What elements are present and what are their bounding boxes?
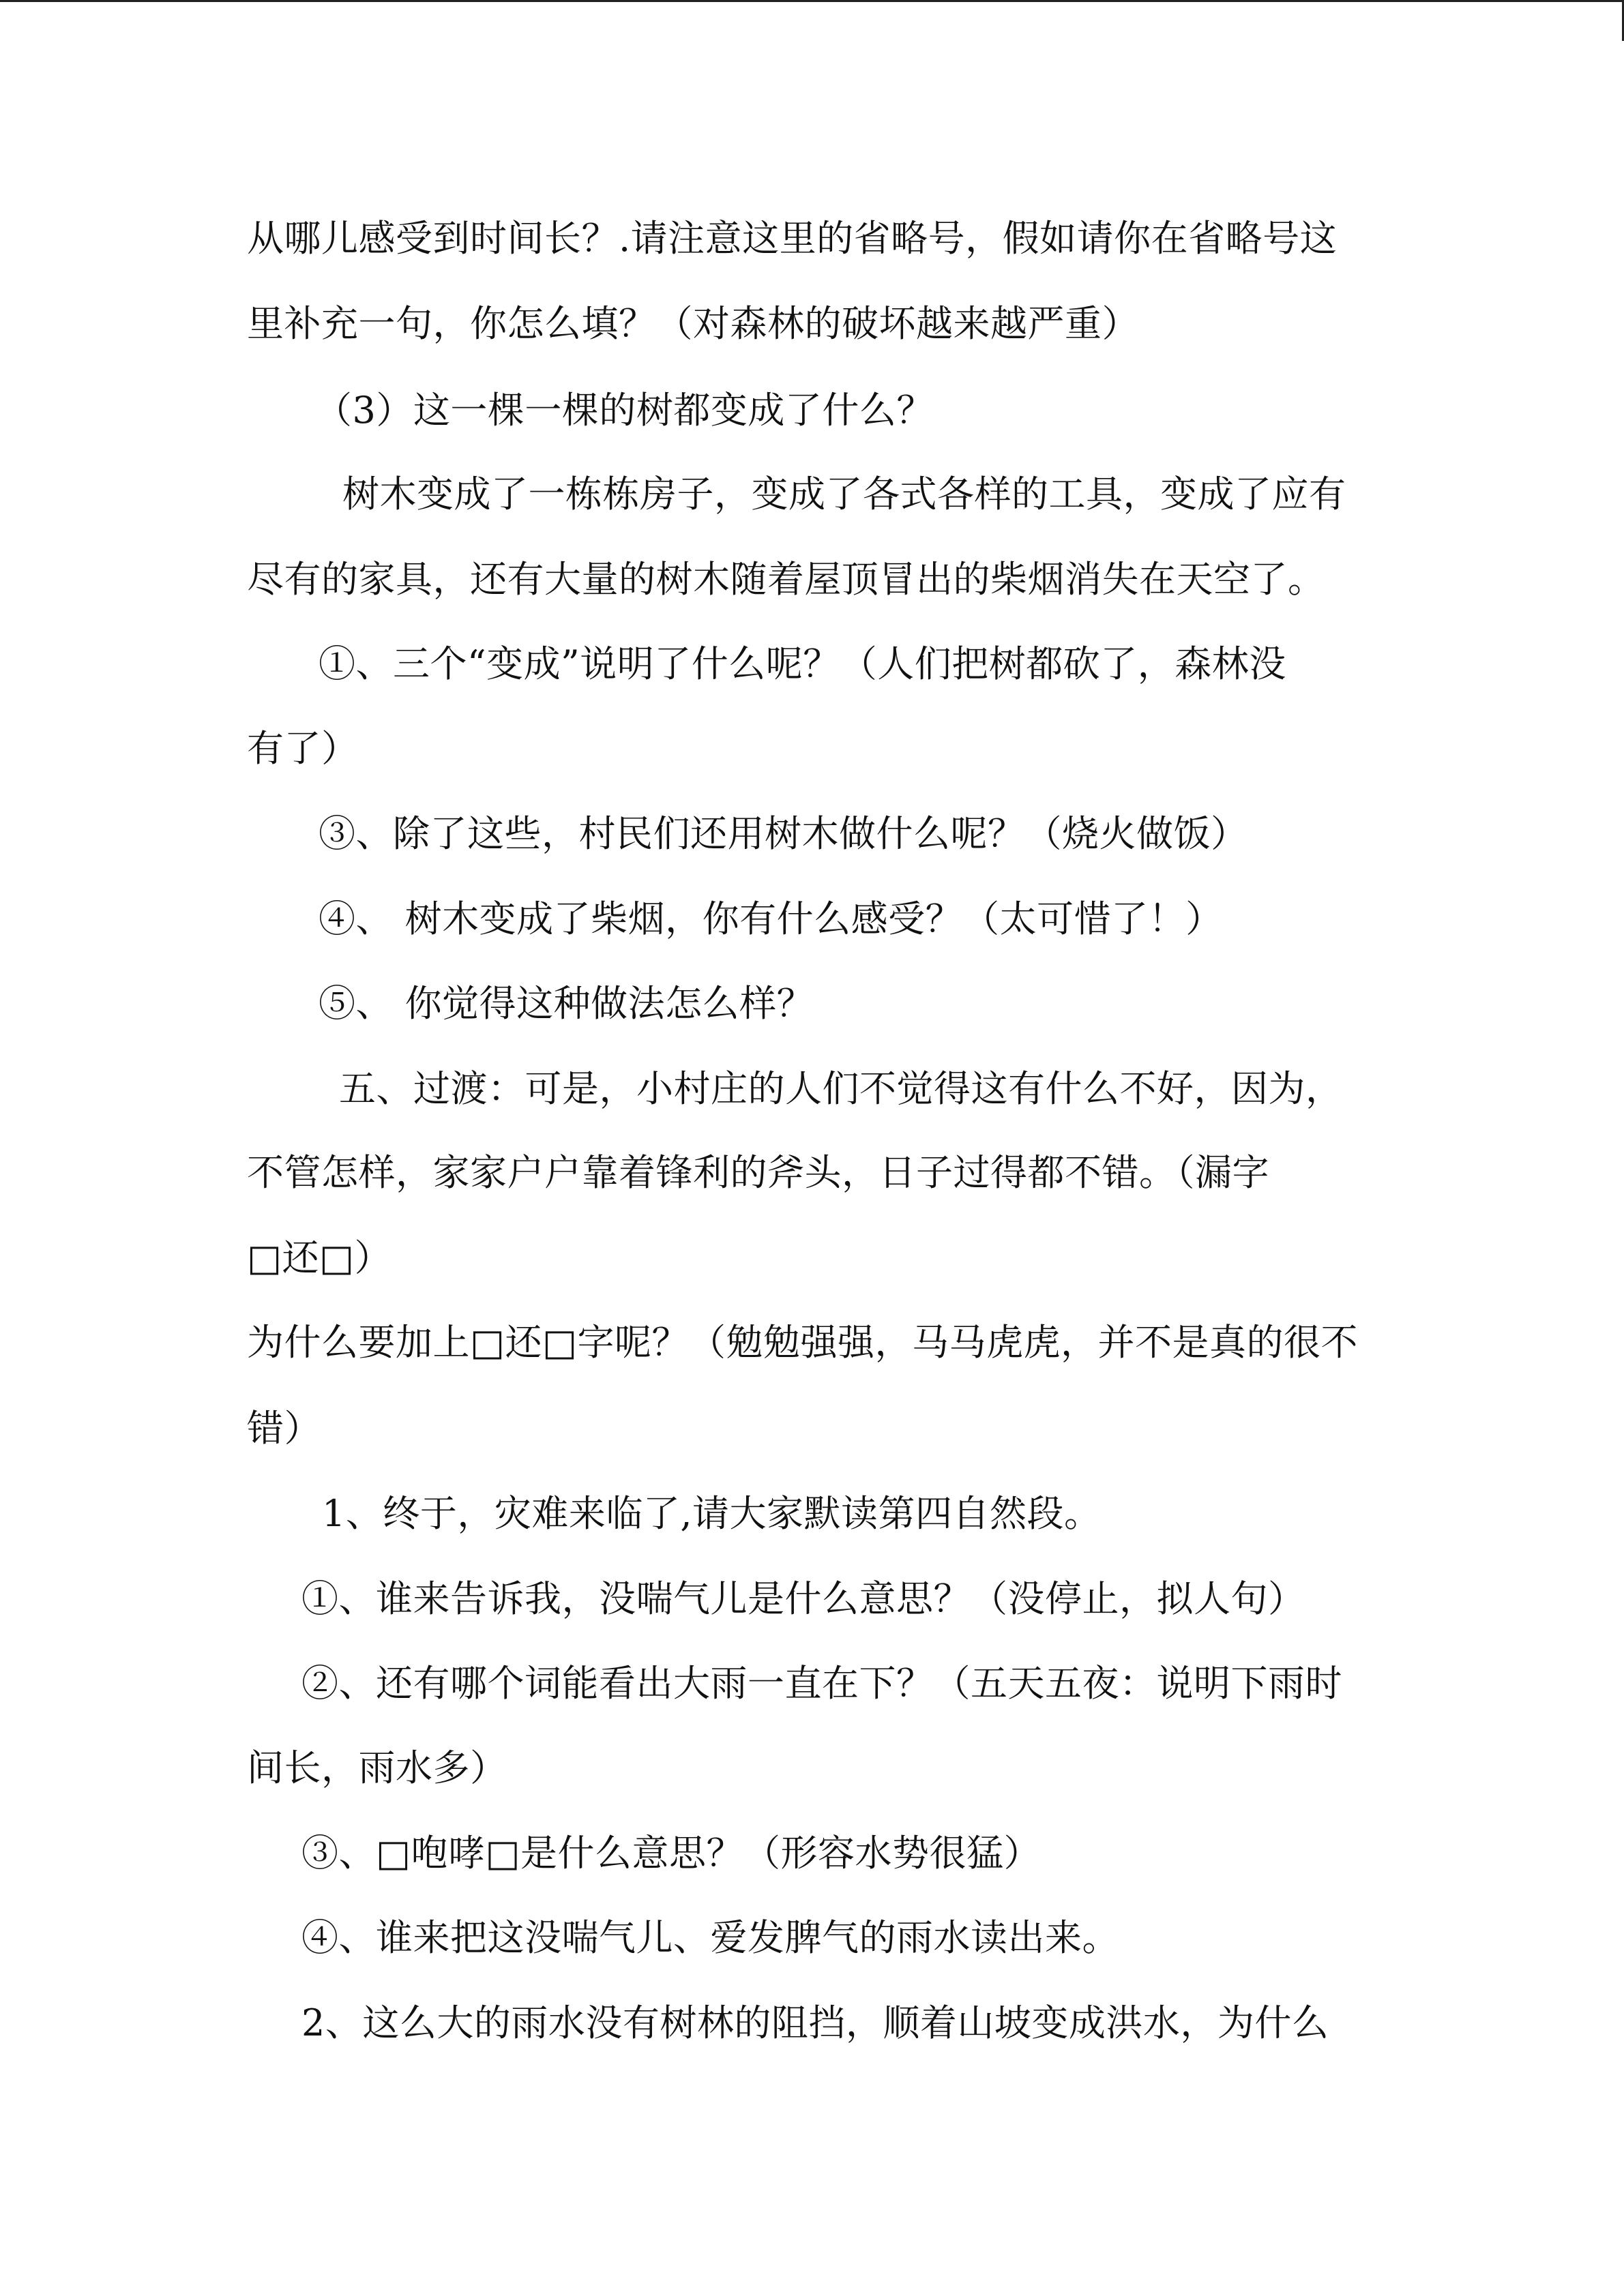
text-line: □还□） (247, 1236, 392, 1279)
text-line: ①、三个“变成”说明了什么呢？（人们把树都砍了，森林没 (319, 642, 1286, 685)
text-line: 2、这么大的雨水没有树林的阻挡，顺着山坡变成洪水，为什么 (301, 2001, 1329, 2044)
text-line: 为什么要加上□还□字呢？（勉勉强强，马马虎虎，并不是真的很不 (247, 1321, 1359, 1364)
text-line: ④、 树木变成了柴烟，你有什么感受？（太可惜了！） (319, 897, 1223, 940)
text-line: 间长，雨水多） (247, 1746, 507, 1789)
text-line: ③、除了这些，村民们还用树木做什么呢？（烧火做饭） (319, 812, 1248, 855)
text-line: ①、谁来告诉我，没喘气儿是什么意思？（没停止，拟人句） (301, 1577, 1305, 1620)
text-line: 尽有的家具，还有大量的树木随着屋顶冒出的柴烟消失在天空了。 (247, 558, 1325, 601)
text-line: 有了） (247, 727, 359, 770)
text-line: 错） (247, 1407, 321, 1450)
text-line: 五、过渡：可是，小村庄的人们不觉得这有什么不好，因为， (339, 1067, 1343, 1110)
text-line: 从哪儿感受到时间长？.请注意这里的省略号，假如请你在省略号这 (247, 217, 1338, 260)
text-line: ②、还有哪个词能看出大雨一直在下？（五天五夜：说明下雨时 (301, 1662, 1342, 1705)
text-line: ③、□咆哮□是什么意思？（形容水势很猛） (301, 1832, 1042, 1875)
text-line: 里补充一句，你怎么填？（对森林的破坏越来越严重） (247, 302, 1139, 345)
text-line: 树木变成了一栋栋房子，变成了各式各样的工具，变成了应有 (342, 473, 1346, 516)
text-line: ⑤、 你觉得这种做法怎么样？ (319, 982, 814, 1025)
text-line: ④、谁来把这没喘气儿、爱发脾气的雨水读出来。 (301, 1916, 1119, 1959)
text-line: （3）这一棵一棵的树都变成了什么？ (315, 389, 934, 432)
page-top-border (0, 0, 1624, 2)
text-line: 不管怎样，家家户户靠着锋利的斧头，日子过得都不错。（漏字 (247, 1151, 1269, 1194)
text-line: 1、终于，灾难来临了,请大家默读第四自然段。 (322, 1492, 1102, 1535)
